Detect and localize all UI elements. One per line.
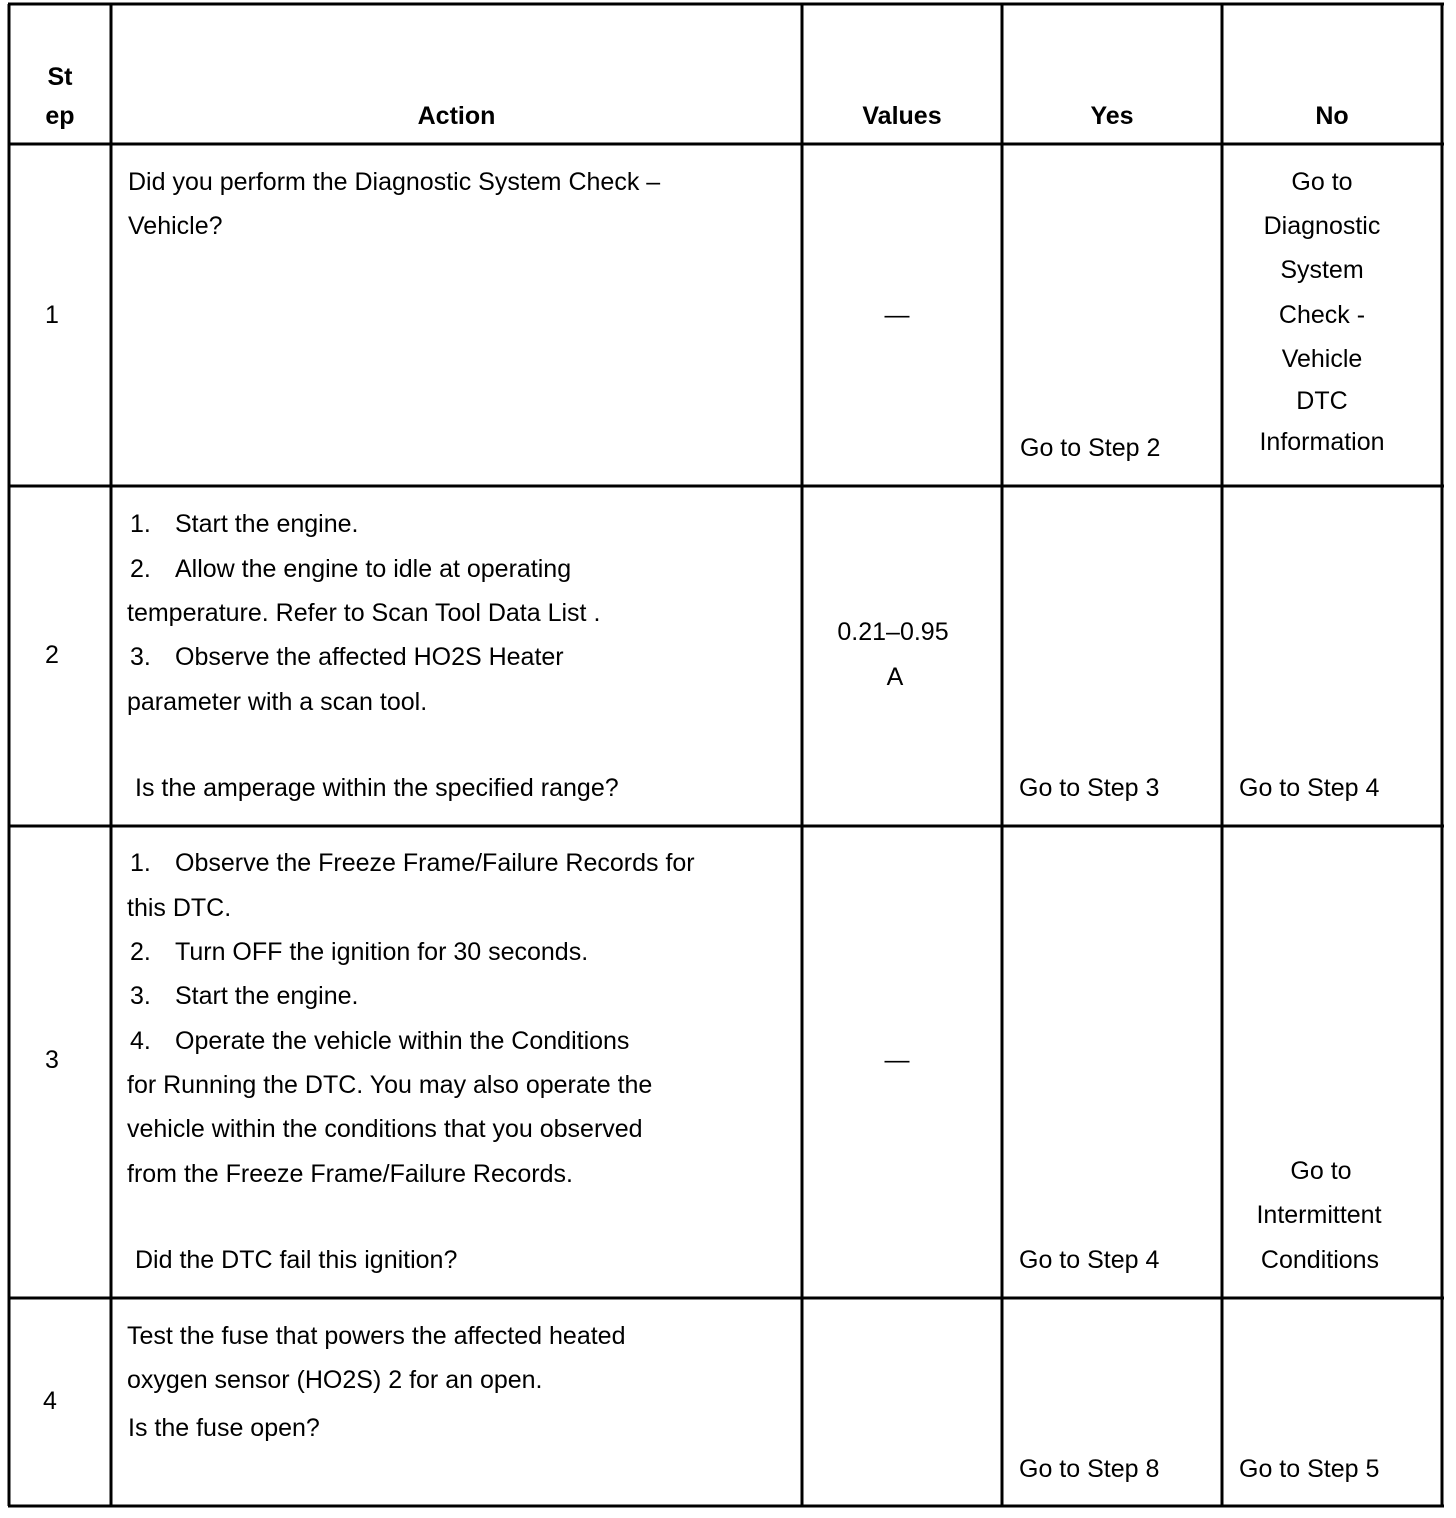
row3-yes: Go to Step 4 bbox=[1019, 1246, 1160, 1274]
row3-value: — bbox=[884, 1046, 910, 1074]
row1-yes: Go to Step 2 bbox=[1020, 434, 1161, 462]
row2-value-line1: 0.21–0.95 bbox=[837, 618, 949, 646]
row4-yes: Go to Step 8 bbox=[1019, 1455, 1160, 1483]
row2-value-line2: A bbox=[886, 663, 904, 691]
row3-item3-text: Start the engine. bbox=[175, 982, 359, 1010]
row1-value: — bbox=[884, 301, 910, 329]
row4-question: Is the fuse open? bbox=[128, 1414, 320, 1442]
row2-item3-text: Observe the affected HO2S Heater bbox=[175, 643, 564, 671]
row3-item2-num: 2. bbox=[130, 938, 151, 966]
row4-action-line1: Test the fuse that powers the affected heated bbox=[127, 1322, 626, 1350]
row1-no-line3: System bbox=[1280, 256, 1364, 284]
row3-item3-num: 3. bbox=[130, 982, 151, 1010]
row2-step: 2 bbox=[45, 641, 59, 669]
row1-no-line6: DTC bbox=[1296, 387, 1348, 415]
row3-item1-cont: this DTC. bbox=[127, 894, 232, 922]
row3-item2-text: Turn OFF the ignition for 30 seconds. bbox=[175, 938, 589, 966]
row3-item1-num: 1. bbox=[130, 849, 151, 877]
row3-step: 3 bbox=[45, 1046, 59, 1074]
row1-no-line5: Vehicle bbox=[1281, 345, 1363, 373]
row3-item4-text: Operate the vehicle within the Conditions bbox=[175, 1027, 630, 1055]
row3-no-line3: Conditions bbox=[1260, 1246, 1380, 1274]
row2-item1-num: 1. bbox=[130, 510, 151, 538]
header-step-line2: ep bbox=[45, 102, 75, 130]
row2-item1-text: Start the engine. bbox=[175, 510, 359, 538]
row3-item1-text: Observe the Freeze Frame/Failure Records for bbox=[175, 849, 695, 877]
header-no: No bbox=[1315, 102, 1349, 130]
row3-no-line1: Go to bbox=[1290, 1157, 1352, 1185]
row4-no: Go to Step 5 bbox=[1239, 1455, 1380, 1483]
row2-item3-cont: parameter with a scan tool. bbox=[127, 688, 428, 716]
row1-action-line2: Vehicle? bbox=[128, 212, 223, 240]
row1-no-line4: Check - bbox=[1278, 301, 1366, 329]
row2-question: Is the amperage within the specified range? bbox=[135, 774, 619, 802]
header-values: Values bbox=[862, 102, 942, 130]
header-action: Action bbox=[417, 102, 496, 130]
row1-no-line2: Diagnostic bbox=[1263, 212, 1381, 240]
row4-step: 4 bbox=[43, 1387, 57, 1415]
row4-action-line2: oxygen sensor (HO2S) 2 for an open. bbox=[127, 1366, 543, 1394]
row3-item4-cont2: vehicle within the conditions that you observed bbox=[127, 1115, 643, 1143]
row2-no: Go to Step 4 bbox=[1239, 774, 1380, 802]
row1-no-line7: Information bbox=[1259, 428, 1385, 456]
header-step-line1: St bbox=[47, 63, 73, 91]
row2-item3-num: 3. bbox=[130, 643, 151, 671]
row3-item4-num: 4. bbox=[130, 1027, 151, 1055]
row3-question: Did the DTC fail this ignition? bbox=[135, 1246, 458, 1274]
row2-item2-text: Allow the engine to idle at operating bbox=[175, 555, 572, 583]
row3-item4-cont3: from the Freeze Frame/Failure Records. bbox=[127, 1160, 573, 1188]
row2-yes: Go to Step 3 bbox=[1019, 774, 1160, 802]
row3-no-line2: Intermittent bbox=[1256, 1201, 1382, 1229]
row3-item4-cont1: for Running the DTC. You may also operate the bbox=[127, 1071, 653, 1099]
row1-action-line1: Did you perform the Diagnostic System Check – bbox=[128, 168, 661, 196]
row1-no-line1: Go to bbox=[1291, 168, 1353, 196]
row2-item2-num: 2. bbox=[130, 555, 151, 583]
header-yes: Yes bbox=[1090, 102, 1134, 130]
row2-item2-cont: temperature. Refer to Scan Tool Data List . bbox=[127, 599, 601, 627]
row1-step: 1 bbox=[45, 301, 59, 329]
